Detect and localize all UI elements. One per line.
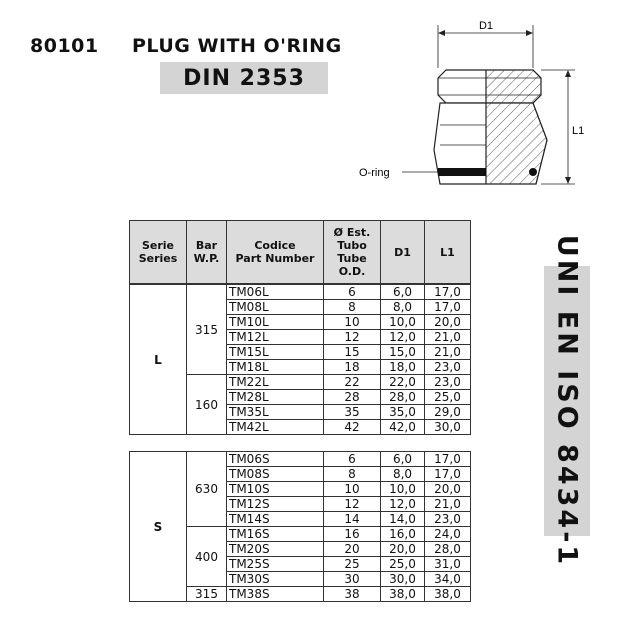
d1-cell: 25,0: [381, 557, 425, 572]
l1-dimension-label: L1: [572, 125, 585, 137]
standard-badge: DIN 2353: [160, 62, 328, 94]
d1-cell: 18,0: [381, 360, 425, 375]
spec-table-header: [129, 220, 471, 284]
d1-cell: 15,0: [381, 345, 425, 360]
part-number-cell: TM08L: [227, 300, 324, 315]
part-number-cell: TM22L: [227, 375, 324, 390]
part-number-cell: TM38S: [227, 587, 324, 602]
pressure-cell: 400: [187, 527, 227, 587]
pressure-cell: 630: [187, 452, 227, 527]
oring-section: [529, 168, 537, 176]
l1-cell: 28,0: [425, 542, 471, 557]
tube-od-cell: 15: [324, 345, 381, 360]
tube-od-cell: 30: [324, 572, 381, 587]
d1-cell: 30,0: [381, 572, 425, 587]
part-number-cell: TM30S: [227, 572, 324, 587]
l1-cell: 20,0: [425, 482, 471, 497]
d1-cell: 10,0: [381, 315, 425, 330]
d1-cell: 6,0: [381, 285, 425, 300]
part-number-cell: TM42L: [227, 420, 324, 435]
tube-od-cell: 10: [324, 482, 381, 497]
tube-od-cell: 6: [324, 285, 381, 300]
col-d1: D1: [381, 221, 425, 284]
tube-od-cell: 22: [324, 375, 381, 390]
part-number-cell: TM25S: [227, 557, 324, 572]
part-number-cell: TM28L: [227, 390, 324, 405]
tube-od-cell: 14: [324, 512, 381, 527]
pressure-cell: 315: [187, 587, 227, 602]
d1-cell: 22,0: [381, 375, 425, 390]
oring-band: [438, 168, 486, 176]
l1-cell: 17,0: [425, 300, 471, 315]
tube-od-cell: 10: [324, 315, 381, 330]
tube-od-cell: 8: [324, 467, 381, 482]
tube-od-cell: 18: [324, 360, 381, 375]
series-s-table: [129, 451, 471, 602]
part-number-cell: TM35L: [227, 405, 324, 420]
pressure-cell: 160: [187, 375, 227, 435]
series-l-table: [129, 284, 471, 435]
d1-cell: 8,0: [381, 300, 425, 315]
l1-cell: 25,0: [425, 390, 471, 405]
col-codice: Codice Part Number: [227, 221, 324, 284]
tube-od-cell: 25: [324, 557, 381, 572]
product-title: PLUG WITH O'RING: [132, 35, 342, 57]
part-number-cell: TM20S: [227, 542, 324, 557]
tube-od-cell: 12: [324, 330, 381, 345]
catalog-code: 80101: [30, 35, 99, 57]
d1-dimension-label: D1: [478, 20, 494, 32]
d1-cell: 10,0: [381, 482, 425, 497]
part-number-cell: TM08S: [227, 467, 324, 482]
d1-cell: 35,0: [381, 405, 425, 420]
plug-technical-drawing: [350, 15, 590, 205]
l1-cell: 23,0: [425, 512, 471, 527]
d1-cell: 12,0: [381, 497, 425, 512]
part-number-cell: TM12L: [227, 330, 324, 345]
tube-od-cell: 12: [324, 497, 381, 512]
pressure-cell: 315: [187, 285, 227, 375]
d1-cell: 12,0: [381, 330, 425, 345]
section-hatch: [486, 70, 547, 184]
l1-cell: 31,0: [425, 557, 471, 572]
col-bar: Bar W.P.: [187, 221, 227, 284]
col-l1: L1: [425, 221, 471, 284]
tube-od-cell: 20: [324, 542, 381, 557]
l1-cell: 17,0: [425, 452, 471, 467]
tube-od-cell: 8: [324, 300, 381, 315]
tube-od-cell: 6: [324, 452, 381, 467]
d1-cell: 38,0: [381, 587, 425, 602]
table-row: [130, 452, 471, 467]
l1-cell: 21,0: [425, 345, 471, 360]
d1-cell: 14,0: [381, 512, 425, 527]
tube-od-cell: 28: [324, 390, 381, 405]
l1-cell: 21,0: [425, 497, 471, 512]
oring-label: O-ring: [359, 167, 390, 179]
d1-cell: 28,0: [381, 390, 425, 405]
l1-cell: 30,0: [425, 420, 471, 435]
tube-od-cell: 16: [324, 527, 381, 542]
l1-cell: 29,0: [425, 405, 471, 420]
l1-cell: 20,0: [425, 315, 471, 330]
l1-cell: 38,0: [425, 587, 471, 602]
side-standard-label: UNI EN ISO 8434-1: [551, 234, 583, 568]
d1-cell: 6,0: [381, 452, 425, 467]
part-number-cell: TM18L: [227, 360, 324, 375]
d1-cell: 16,0: [381, 527, 425, 542]
l1-cell: 17,0: [425, 467, 471, 482]
d1-cell: 42,0: [381, 420, 425, 435]
col-tube: Ø Est. Tubo Tube O.D.: [324, 221, 381, 284]
part-number-cell: TM06L: [227, 285, 324, 300]
tube-od-cell: 38: [324, 587, 381, 602]
part-number-cell: TM14S: [227, 512, 324, 527]
series-label: S: [130, 452, 187, 602]
l1-cell: 21,0: [425, 330, 471, 345]
l1-cell: 23,0: [425, 375, 471, 390]
part-number-cell: TM10S: [227, 482, 324, 497]
part-number-cell: TM12S: [227, 497, 324, 512]
part-number-cell: TM06S: [227, 452, 324, 467]
d1-cell: 20,0: [381, 542, 425, 557]
part-number-cell: TM10L: [227, 315, 324, 330]
d1-cell: 8,0: [381, 467, 425, 482]
table-row: [130, 285, 471, 300]
tube-od-cell: 42: [324, 420, 381, 435]
l1-cell: 17,0: [425, 285, 471, 300]
tube-od-cell: 35: [324, 405, 381, 420]
col-serie: Serie Series: [130, 221, 187, 284]
l1-cell: 34,0: [425, 572, 471, 587]
l1-cell: 23,0: [425, 360, 471, 375]
l1-cell: 24,0: [425, 527, 471, 542]
side-standard-banner: [544, 234, 590, 568]
series-label: L: [130, 285, 187, 435]
part-number-cell: TM16S: [227, 527, 324, 542]
part-number-cell: TM15L: [227, 345, 324, 360]
